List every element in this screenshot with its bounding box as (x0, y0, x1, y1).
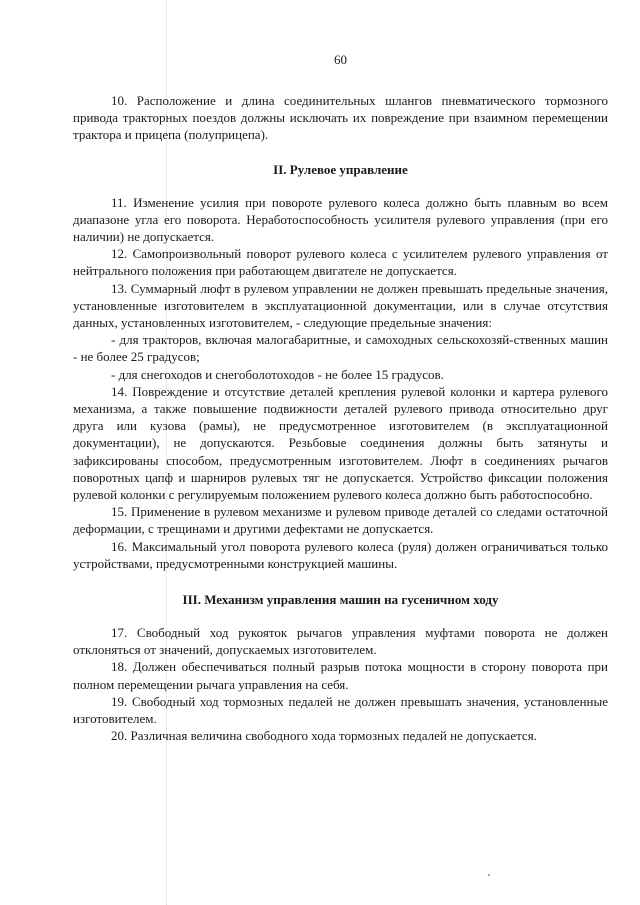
section-heading-tracked-control: III. Механизм управления машин на гусеничном ходу (182, 592, 499, 608)
paragraph-12: 12. Самопроизвольный поворот рулевого колеса с усилителем рулевого управления от нейтрального положения при работающем двигателе не допускается. (73, 246, 608, 279)
list-item-tractors: - для тракторов, включая малогабаритные, и самоходных сельскохозяй-ственных машин - не более 25 градусов; (73, 332, 608, 365)
paragraph-20: 20. Различная величина свободного хода тормозных педалей не допускается. (111, 728, 537, 744)
section-heading-steering: II. Рулевое управление (273, 161, 408, 177)
paragraph-14: 14. Повреждение и отсутствие деталей крепления рулевой колонки и картера рулевого механизма, а также повышение подвижности деталей рулевого привода относительно друг друга или кузова (рамы), не предусмотренное изготовителем (в эксплуатационной документации), не допускаются. Резьбовые соединения должны быть затянуты и зафиксированы способом, предусмотренным изготовителем. Люфт в соединениях рычагов поворотных цапф и шарниров рулевых тяг не допускается. Устройство фиксации положения рулевой колонки с регулируемым положением рулевого колеса должно быть работоспособно. (73, 383, 608, 503)
paragraph-11: 11. Изменение усилия при повороте рулевого колеса должно быть плавным во всем диапазоне угла его поворота. Неработоспособность усилителя рулевого управления (при его наличии) не допускается. (73, 194, 608, 245)
paragraph-18: 18. Должен обеспечиваться полный разрыв потока мощности в сторону поворота при полном перемещении рычага управления на себя. (73, 659, 608, 692)
paragraph-16: 16. Максимальный угол поворота рулевого колеса (руля) должен ограничиваться только устройствами, предусмотренными конструкцией машины. (73, 538, 608, 571)
paragraph-17: 17. Свободный ход рукояток рычагов управления муфтами поворота не должен отклоняться от значений, допускаемых изготовителем. (73, 625, 608, 658)
scan-speck (488, 874, 490, 876)
paragraph-15: 15. Применение в рулевом механизме и рулевом приводе деталей со следами остаточной деформации, с трещинами и другими дефектами не допускается. (73, 504, 608, 537)
paragraph-10: 10. Расположение и длина соединительных шлангов пневматического тормозного привода тракторных поездов должны исключать их повреждение при взаимном перемещении трактора и прицепа (полуприцепа). (73, 93, 608, 143)
document-page (73, 52, 608, 745)
page-number: 60 (334, 52, 347, 67)
paragraph-13: 13. Суммарный люфт в рулевом управлении не должен превышать предельные значения, установленные изготовителем в эксплуатационной документации, или в случае отсутствия данных, установленных изготовителем, - следующие предельные значения: (73, 280, 608, 331)
list-item-snowmobiles: - для снегоходов и снегоболотоходов - не более 15 градусов. (111, 366, 444, 382)
paragraph-19: 19. Свободный ход тормозных педалей не должен превышать значения, установленные изготовителем. (73, 693, 608, 727)
